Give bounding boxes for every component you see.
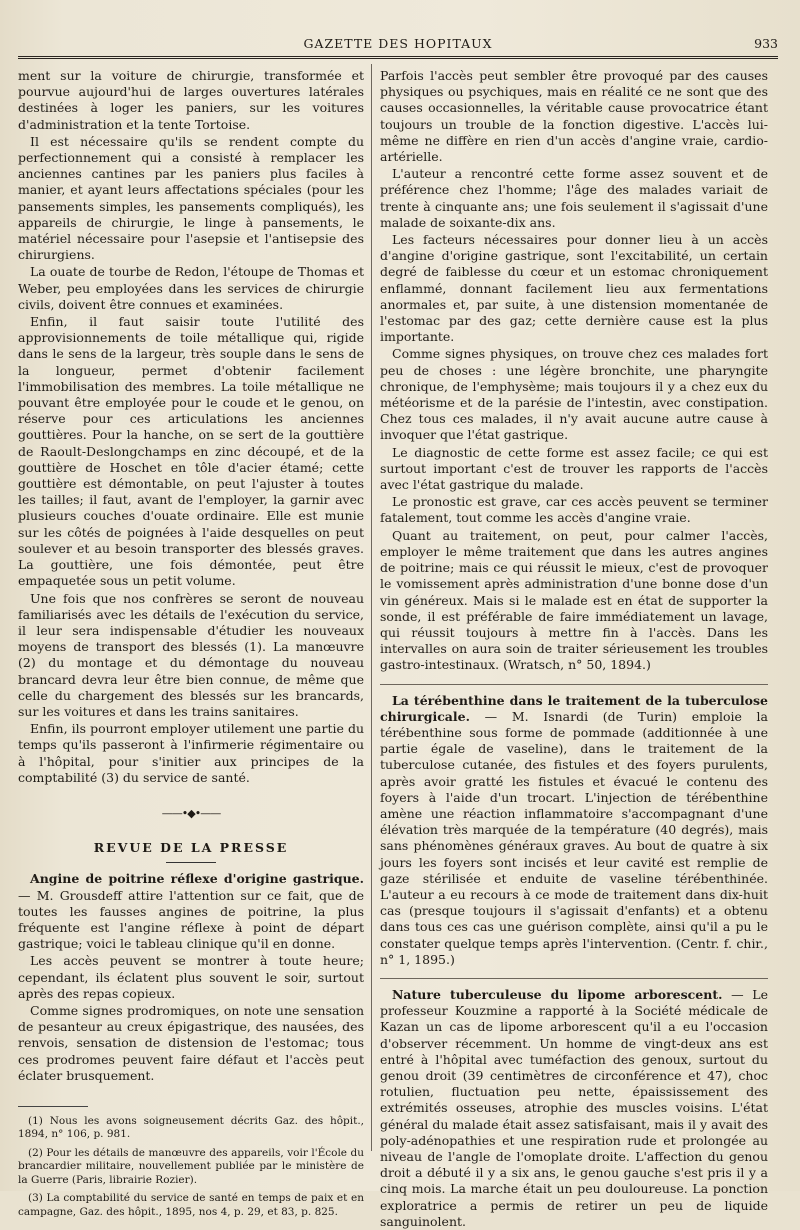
- article-heading: Angine de poitrine réflexe d'origine gastrique.: [30, 871, 364, 887]
- footnote-rule: [18, 1106, 88, 1107]
- left-column: [18, 68, 364, 1218]
- section-title: REVUE DE LA PRESSE: [93, 840, 289, 856]
- body-paragraph: Le diagnostic de cette forme est assez facile; ce qui est surtout important c'est de trouver les rapports de l'accès avec l'état gastrique du malade.: [380, 444, 768, 493]
- section-ornament: ——•◆•——: [161, 806, 221, 820]
- article-paragraph: [380, 987, 768, 1230]
- body-paragraph: Les accès peuvent se montrer à toute heure; cependant, ils éclatent plus souvent le soir, surtout après des repas copieux.: [18, 953, 364, 1001]
- journal-title: GAZETTE DES HOPITAUX: [303, 36, 493, 51]
- body-paragraph: Enfin, il faut saisir toute l'utilité des approvisionnements de toile métallique qui, rigide dans le sens de la largeur, très souple dans le sens de la longueur, permet d'obtenir facilement l'immobilisation des membres. La toile métallique ne pouvant être employée pour le coude et le genou, on réserve pour ces articulations les anciennes gouttières. Pour la hanche, on se sert de la gouttière de Raoult-Deslongchamps en zinc découpé, et de la gouttière de Hoschet en tôle d'acier étamé; cette gouttière est démontable, on peut l'ajuster à toutes les tailles; il faut, avant de l'employer, la garnir avec plusieurs couches d'ouate ordinaire. Elle est munie sur les côtés de poignées à l'aide desquelles on peut soulever et au besoin transporter des blessés graves. La gouttière, une fois démontée, peut être empaquetée sous un petit volume.: [18, 314, 364, 589]
- body-paragraph: L'auteur a rencontré cette forme assez souvent et de préférence chez l'homme; l'âge des malades variait de trente à cinquante ans; une fois seulement il s'agissait d'une malade de soixante-dix ans.: [380, 166, 768, 230]
- body-paragraph: Comme signes prodromiques, on note une sensation de pesanteur au creux épigastrique, des nausées, des renvois, sensation de distension de l'estomac; tous ces prodromes peuvent faire défaut et l'accès peut éclater brusquement.: [18, 1002, 364, 1083]
- article-paragraph: [18, 871, 364, 952]
- article-text: — Le professeur Kouzmine a rapporté à la Société médicale de Kazan un cas de lipome arborescent qu'il a eu l'occasion d'observer récemment. Un homme de vingt-deux ans est entré à l'hôpital avec tuméfaction des genoux, surtout du genou droit (39 centimètres de circonférence et 47), choc rotulien, fluctuation peu nette, épaississement des extrémités osseuses, atrophie des muscles voisins. L'état général du malade était assez satisfaisant, mais il y avait des poly-adénopathies et une respiration rude et prolongée au niveau de l'angle de l'omoplate droite. L'affection du genou droit a débuté il y a six ans, le genou gauche s'est pris il y a cinq mois. La marche était un peu douloureuse. La ponction exploratrice a permis de retirer un peu de liquide sanguinolent.: [380, 986, 768, 1229]
- footnote: (3) La comptabilité du service de santé en temps de paix et en campagne, Gaz. des hôpit., 1895, nos 4, p. 29, et 83, p. 825.: [18, 1192, 364, 1218]
- body-paragraph: ment sur la voiture de chirurgie, transformée et pourvue aujourd'hui de larges ouvertures latérales destinées à loger les paniers, sur les voitures d'administration et la tente Tortoise.: [18, 68, 364, 132]
- article-text: — M. Isnardi (de Turin) emploie la térébenthine sous forme de pommade (additionnée à une partie égale de vaseline), dans le traitement de la tuberculose cutanée, des fistules et des foyers purulents, après avoir gratté les fistules et évacué le contenu des foyers à l'aide d'un trocart. L'injection de térébenthine amène une réaction inflammatoire s'accompagnant d'une élévation très marquée de la température (40 degrés), mais sans phénomènes généraux graves. Au bout de quatre à six jours les foyers sont incisés et leur cavité est remplie de gaze stérilisée et enduite de vaseline térébenthinée. L'auteur a eu recours à ce mode de traitement dans dix-huit cas (presque toujours il s'agissait d'enfants) et a obtenu dans tous ces cas une guérison complète, ainsi qu'il a pu le constater quelque temps après l'intervention. (Centr. f. chir., n° 1, 1895.): [380, 708, 768, 967]
- body-paragraph: Les facteurs nécessaires pour donner lieu à un accès d'angine d'origine gastrique, sont l'excitabilité, un certain degré de faiblesse du cœur et un estomac chroniquement enflammé, donnant facilement lieu aux fermentations anormales et, par suite, à une distension momentanée de l'estomac par des gaz; cette dernière cause est la plus importante.: [380, 232, 768, 345]
- body-paragraph: Quant au traitement, on peut, pour calmer l'accès, employer le même traitement que dans les autres angines de poitrine; mais ce qui réussit le mieux, c'est de provoquer le vomissement après administration d'une bonne dose d'un vin généreux. Mais si le malade est en état de supporter la sonde, il est préférable de faire immédiatement un lavage, qui réussit toujours à mettre fin à l'accès. Dans les intervalles on aura soin de traiter sérieusement les troubles gastro-intestinaux. (Wratsch, n° 50, 1894.): [380, 527, 768, 673]
- article-text: — M. Grousdeff attire l'attention sur ce fait, que de toutes les fausses angines de poitrine, la plus fréquente est l'angine réflexe à point de départ gastrique; voici le tableau clinique qu'il en donne.: [18, 887, 364, 952]
- column-divider: [371, 64, 372, 1151]
- page-number: 933: [754, 36, 778, 51]
- section-rule: [166, 862, 216, 863]
- body-paragraph: Parfois l'accès peut sembler être provoqué par des causes physiques ou psychiques, mais en réalité ce ne sont que des causes occasionnelles, la véritable cause provocatrice étant toujours un trouble de la fonction digestive. L'accès lui-même ne diffère en rien d'un accès d'angine vraie, cardio-artérielle.: [380, 68, 768, 165]
- right-column: [380, 68, 768, 1229]
- body-paragraph: Il est nécessaire qu'ils se rendent compte du perfectionnement qui a consisté à remplacer les anciennes cantines par les paniers plus faciles à manier, et ayant leurs affectations spéciales (pour les pansements simples, les pansements compliqués), les appareils de chirurgie, le linge à pansements, le matériel nécessaire pour l'asepsie et l'antisepsie des chirurgiens.: [18, 133, 364, 263]
- article-heading: Nature tuberculeuse du lipome arborescent.: [392, 986, 723, 1002]
- article-heading: La térébenthine dans le traitement de la tuberculose chirurgicale.: [380, 692, 768, 724]
- body-paragraph: Enfin, ils pourront employer utilement une partie du temps qu'ils passeront à l'infirmerie régimentaire ou à l'hôpital, pour s'initier aux principes de la comptabilité (3) du service de santé.: [18, 721, 364, 785]
- body-paragraph: Le pronostic est grave, car ces accès peuvent se terminer fatalement, tout comme les accès d'angine vraie.: [380, 494, 768, 526]
- page-header: [18, 34, 778, 59]
- body-paragraph: Comme signes physiques, on trouve chez ces malades fort peu de choses : une légère bronchite, une pharyngite chronique, de l'emphysème; mais toujours il y a chez eux du météorisme et de la parésie de l'intestin, avec constipation. Chez tous ces malades, il n'y avait aucune autre cause à invoquer que l'état gastrique.: [380, 346, 768, 443]
- body-paragraph: Une fois que nos confrères se seront de nouveau familiarisés avec les détails de l'exécution du service, il leur sera indispensable d'étudier les nouveaux moyens de transport des blessés (1). La manœuvre (2) du montage et du démontage du nouveau brancard devra leur être bien connue, de même que celle du chargement des blessés sur les brancards, sur les voitures et dans les trains sanitaires.: [18, 590, 364, 719]
- footnote: (1) Nous les avons soigneusement décrits Gaz. des hôpit., 1894, n° 106, p. 981.: [18, 1114, 364, 1141]
- article-paragraph: [380, 693, 768, 968]
- article-separator: [380, 978, 768, 979]
- footnote: (2) Pour les détails de manœuvre des appareils, voir l'École du brancardier militaire, nouvellement publiée par le ministère de la Guerre (Paris, librairie Rozier).: [18, 1146, 364, 1186]
- body-paragraph: La ouate de tourbe de Redon, l'étoupe de Thomas et Weber, peu employées dans les services de chirurgie civils, doivent être connues et examinées.: [18, 264, 364, 312]
- article-separator: [380, 684, 768, 685]
